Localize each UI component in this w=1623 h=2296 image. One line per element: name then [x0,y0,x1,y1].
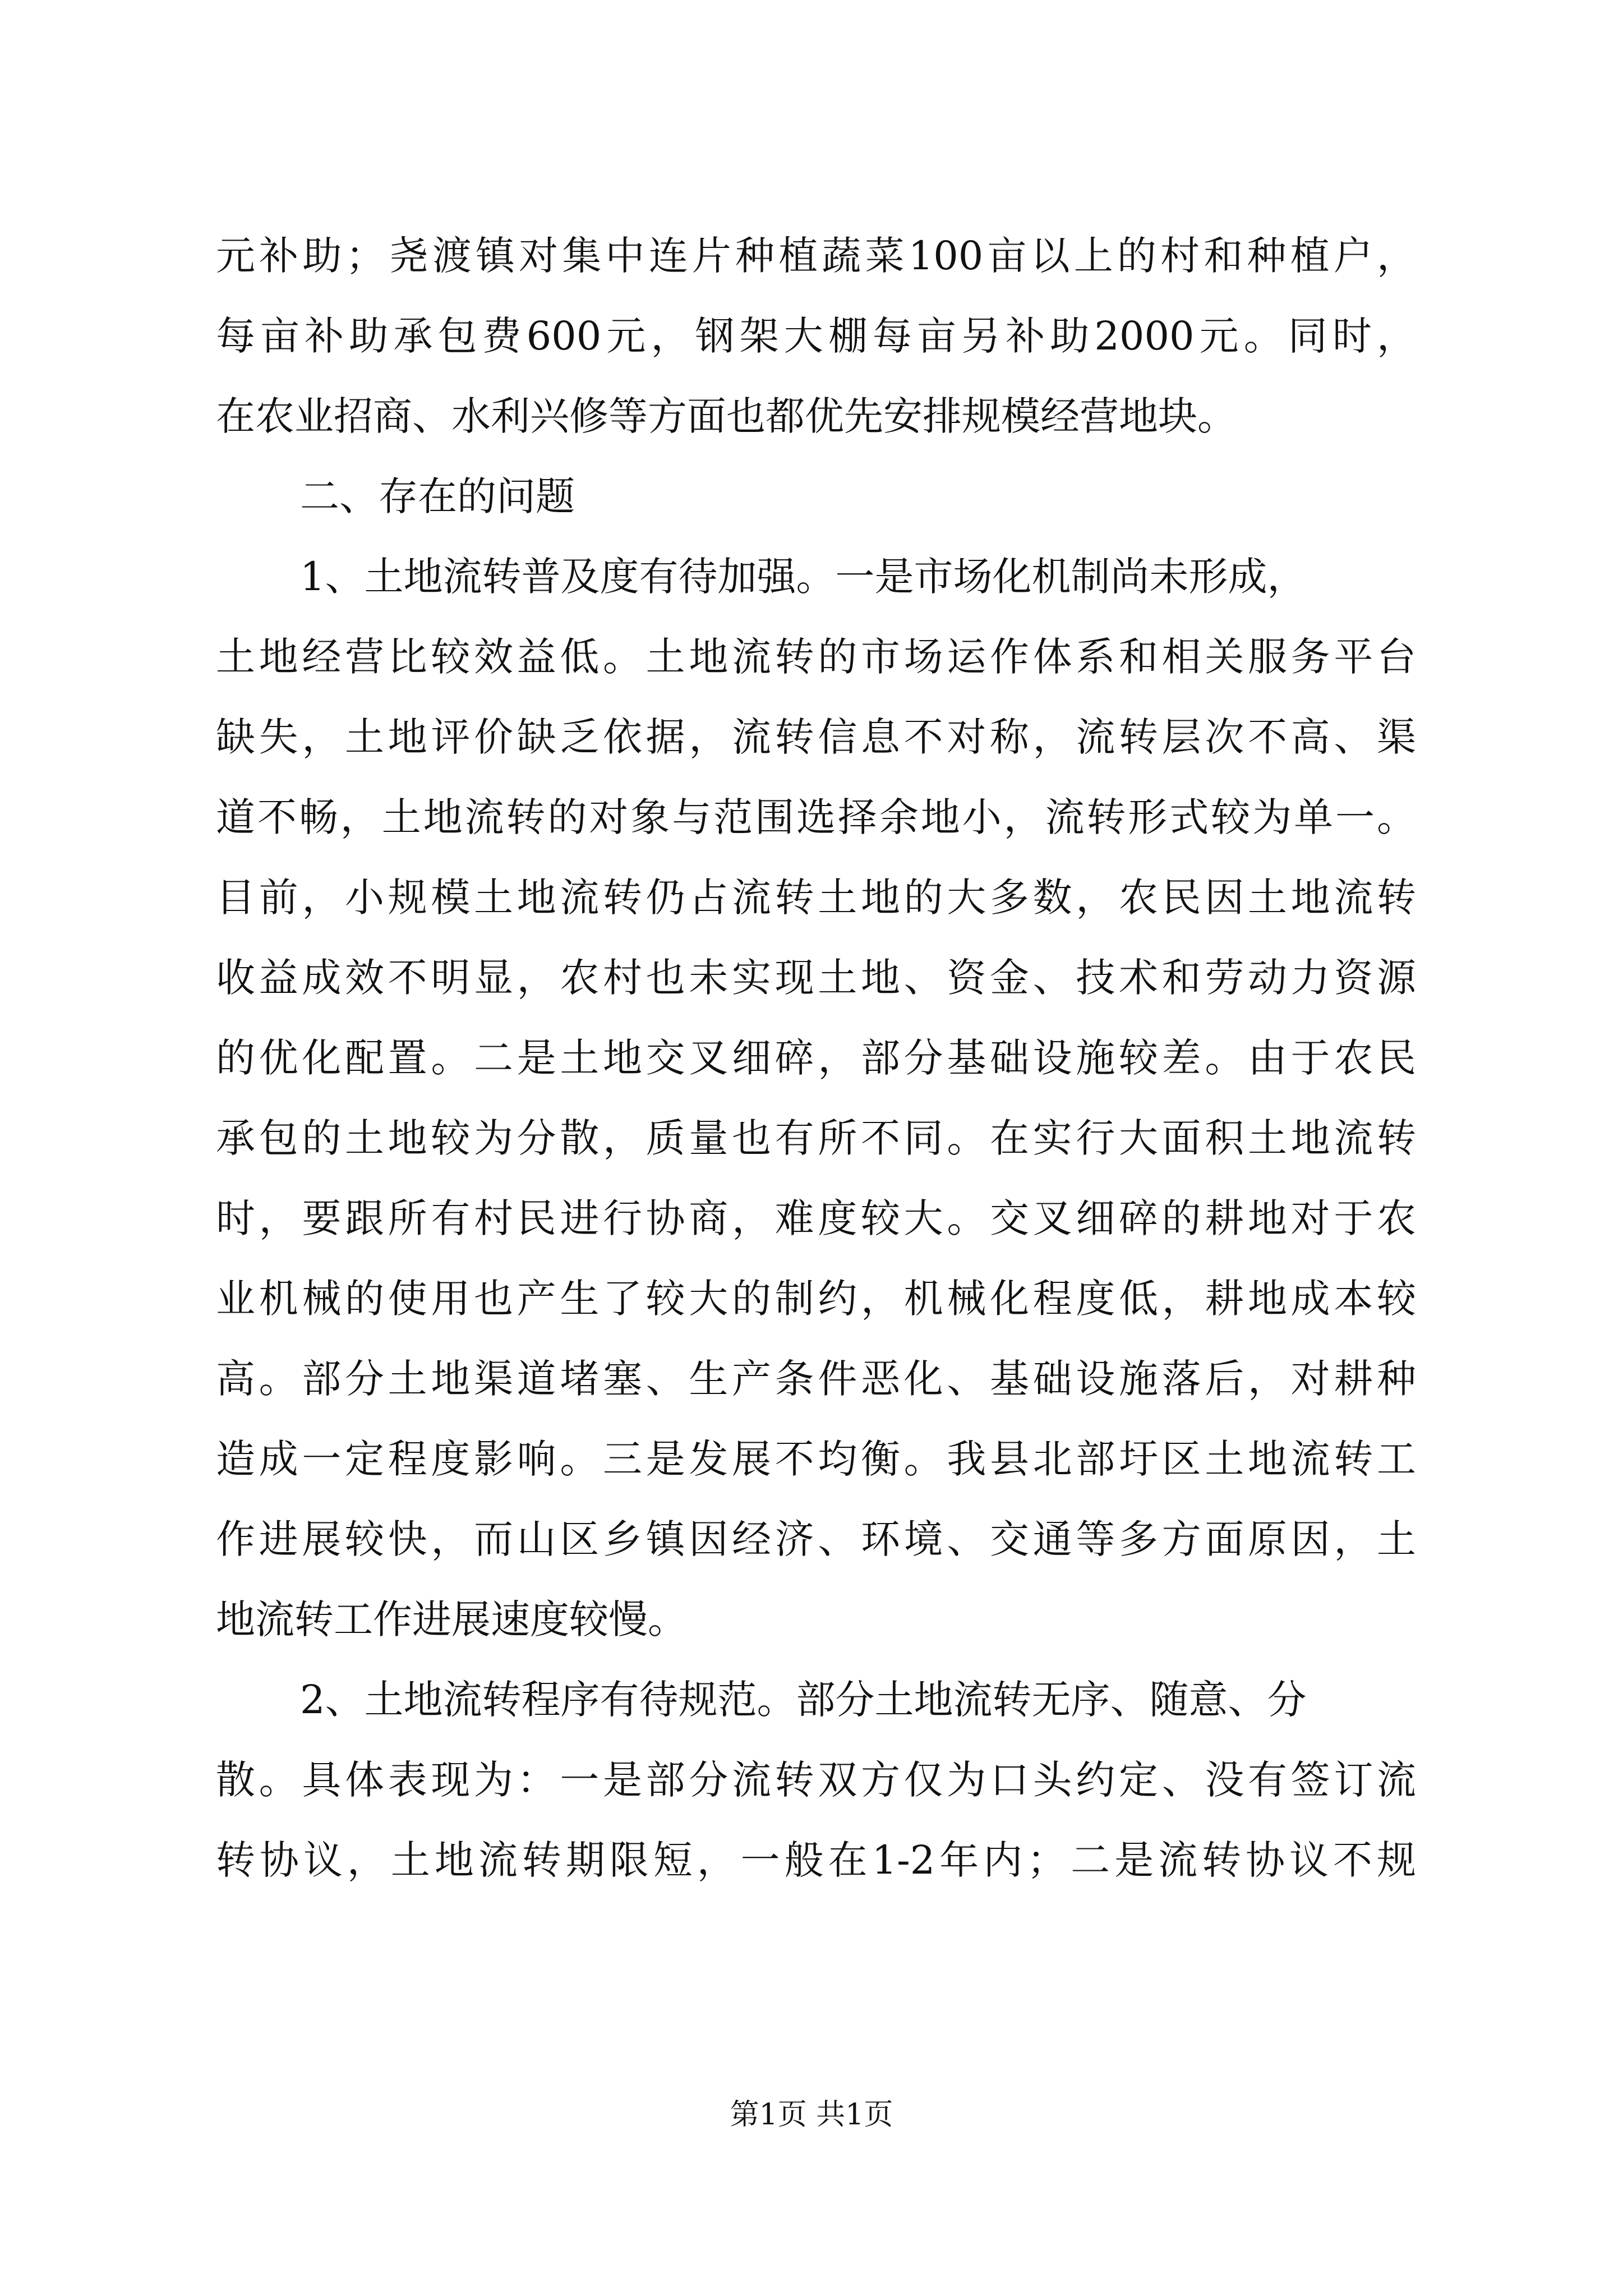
text-line: 地流转工作进展速度较慢。 [216,1596,687,1642]
text-line: 的优化配置。二是土地交叉细碎，部分基础设施较差。由于农民 [216,1035,1416,1081]
document-body [216,216,1416,1901]
text-line: 转协议，土地流转期限短，一般在1-2年内；二是流转协议不规 [216,1837,1416,1883]
text-line: 2、土地流转程序有待规范。部分土地流转无序、随意、分 [300,1677,1307,1723]
text-line: 目前，小规模土地流转仍占流转土地的大多数，农民因土地流转 [216,875,1416,921]
page-number-footer: 第1页 共1页 [730,2098,893,2132]
text-line: 道不畅，土地流转的对象与范围选择余地小，流转形式较为单一。 [216,794,1416,840]
text-line: 时，要跟所有村民进行协商，难度较大。交叉细碎的耕地对于农 [216,1195,1416,1241]
text-line: 土地经营比较效益低。土地流转的市场运作体系和相关服务平台 [216,634,1416,680]
text-line: 作进展较快，而山区乡镇因经济、环境、交通等多方面原因，土 [216,1516,1416,1562]
text-line: 业机械的使用也产生了较大的制约，机械化程度低，耕地成本较 [216,1276,1416,1322]
text-line: 缺失，土地评价缺乏依据，流转信息不对称，流转层次不高、渠 [216,714,1416,760]
text-line: 承包的土地较为分散，质量也有所不同。在实行大面积土地流转 [216,1115,1416,1161]
text-line: 1、土地流转普及度有待加强。一是市场化机制尚未形成， [300,554,1307,600]
text-line: 元补助；尧渡镇对集中连片种植蔬菜100亩以上的村和种植户， [216,233,1416,279]
text-line: 造成一定程度影响。三是发展不均衡。我县北部圩区土地流转工 [216,1436,1416,1482]
text-line: 高。部分土地渠道堵塞、生产条件恶化、基础设施落后，对耕种 [216,1356,1416,1402]
text-line: 每亩补助承包费600元，钢架大棚每亩另补助2000元。同时， [216,313,1416,359]
text-line: 收益成效不明显，农村也未实现土地、资金、技术和劳动力资源 [216,955,1416,1001]
text-line: 散。具体表现为：一是部分流转双方仅为口头约定、没有签订流 [216,1757,1416,1803]
text-line: 在农业招商、水利兴修等方面也都优先安排规模经营地块。 [216,393,1237,439]
text-line: 二、存在的问题 [300,473,575,519]
